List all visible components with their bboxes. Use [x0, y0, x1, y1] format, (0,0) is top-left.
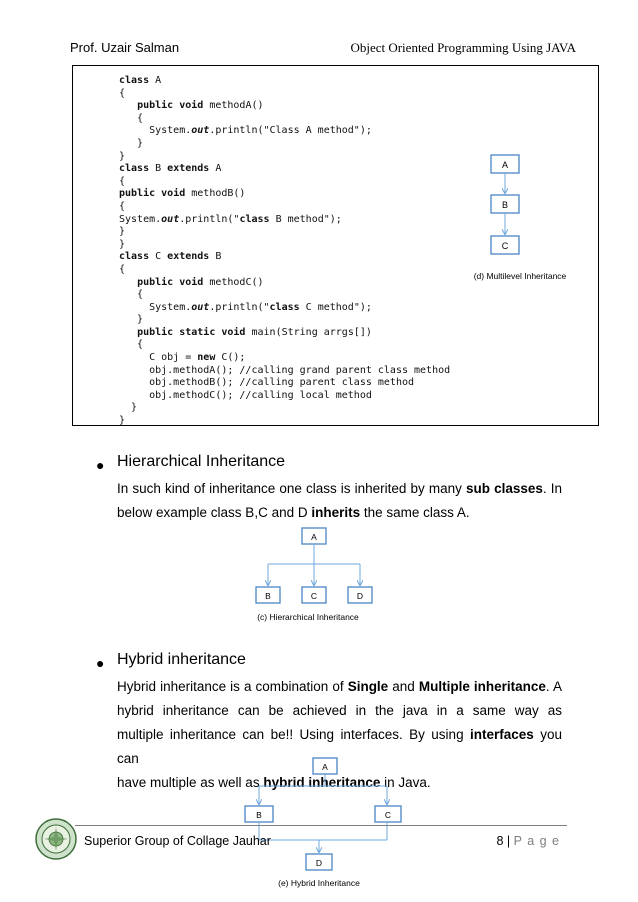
code-line: System.out.println("Class A method");: [119, 125, 372, 137]
code-line: {: [119, 87, 126, 99]
page-label: P a g e: [513, 834, 560, 848]
code-line: {: [119, 112, 144, 124]
code-line: {: [119, 289, 144, 301]
hybrid-inheritance-diagram: [235, 756, 410, 891]
text: multiple inheritance can be!! Using interfaces. By using: [117, 727, 470, 742]
box-b-label: B: [265, 591, 271, 601]
box-d-label: D: [356, 591, 364, 601]
box-c-label: C: [384, 810, 392, 820]
text: hybrid inheritance can be achieved in the java in a same way as: [117, 703, 562, 718]
bold-text: sub classes: [465, 481, 543, 496]
box-a-label: A: [311, 532, 317, 542]
code-line: obj.methodB(); //calling parent class method: [119, 377, 415, 389]
code-line: {: [119, 263, 126, 275]
box-a-label: A: [322, 762, 328, 772]
hierarchical-caption: (c) Hierarchical Inheritance: [257, 612, 359, 622]
code-line: }: [119, 415, 126, 427]
bold-text: inherits: [311, 505, 361, 520]
code-line: obj.methodC(); //calling local method: [119, 389, 372, 401]
box-b-label: B: [256, 810, 262, 820]
code-line: C obj = new C();: [119, 352, 246, 364]
page-number: 8: [496, 834, 504, 848]
text: the same class A.: [360, 505, 470, 520]
footer-page-number: [496, 834, 560, 848]
text: In such kind of inheritance one class is inherited by many: [117, 481, 466, 496]
code-line: }: [119, 226, 126, 238]
bold-text: interfaces: [470, 727, 534, 742]
code-line: obj.methodA(); //calling grand parent class method: [119, 364, 451, 376]
code-line: {: [119, 200, 126, 212]
box-a-label: A: [501, 160, 509, 170]
code-line: {: [119, 175, 126, 187]
text: Hybrid inheritance is a combination of: [117, 679, 348, 694]
code-line: }: [119, 137, 144, 149]
page-separator: |: [506, 834, 511, 848]
hierarchical-inheritance-diagram: [238, 522, 398, 627]
text: you can: [117, 727, 562, 766]
code-line: class C extends B: [119, 251, 222, 263]
text: and: [388, 679, 419, 694]
text: in Java.: [380, 775, 431, 790]
code-line: public void methodA(): [137, 100, 264, 112]
box-d-label: D: [315, 858, 323, 868]
bold-text: Single: [347, 679, 389, 694]
code-line: public static void main(String arrgs[]): [137, 326, 372, 338]
code-line: class A: [119, 75, 162, 86]
bullet-dot: ●: [96, 655, 105, 671]
code-line: }: [119, 150, 126, 162]
code-line: public void methodC(): [137, 276, 264, 288]
code-line: }: [119, 402, 138, 414]
code-line: }: [119, 238, 126, 250]
paragraph-line: [117, 699, 562, 723]
header-course-title: Object Oriented Programming Using JAVA: [350, 40, 576, 55]
text: below example class B,C and D: [117, 505, 312, 520]
college-seal-logo: [35, 818, 77, 865]
paragraph-line: [117, 477, 562, 501]
hybrid-caption: (e) Hybrid Inheritance: [278, 878, 360, 888]
box-c-label: C: [310, 591, 318, 601]
code-line: System.out.println("class C method");: [119, 301, 372, 313]
text: . In: [542, 481, 562, 496]
code-line: public void methodB(): [119, 188, 246, 200]
code-line: {: [119, 339, 144, 351]
hybrid-heading: Hybrid inheritance: [117, 651, 246, 668]
box-c-label: C: [501, 241, 509, 251]
bold-text: Multiple inheritance: [418, 679, 546, 694]
multilevel-inheritance-diagram: [440, 145, 580, 290]
multilevel-caption: (d) Multilevel Inheritance: [473, 271, 567, 281]
text: have multiple as well as: [117, 775, 264, 790]
code-line: }: [119, 314, 144, 326]
bullet-dot: ●: [96, 457, 105, 473]
text: . A: [545, 679, 562, 694]
box-b-label: B: [501, 200, 509, 210]
hierarchical-heading: Hierarchical Inheritance: [117, 453, 286, 470]
header-author: Prof. Uzair Salman: [70, 40, 180, 55]
bold-text: hybrid inheritance: [263, 775, 381, 790]
code-line: class B extends A: [119, 163, 222, 175]
code-line: System.out.println("class B method");: [119, 213, 342, 225]
paragraph-line: [117, 675, 562, 699]
java-code: [119, 75, 450, 428]
hierarchical-paragraph: [117, 477, 562, 525]
footer-institution: Superior Group of Collage Jauhar: [84, 834, 271, 848]
footer-rule: [75, 825, 567, 826]
